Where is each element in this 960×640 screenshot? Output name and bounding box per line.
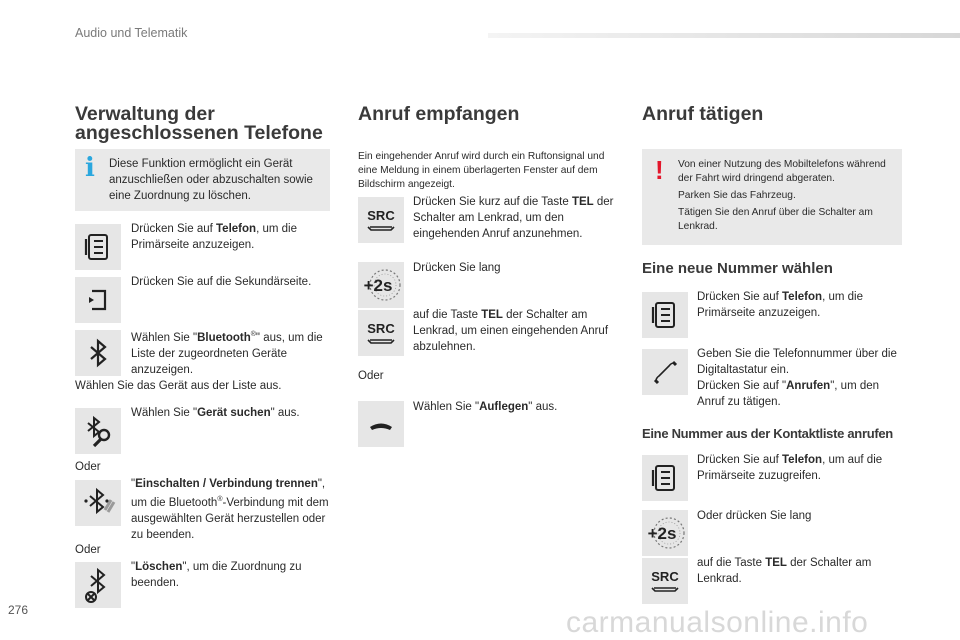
- select-device-text: Wählen Sie das Gerät aus der Liste aus.: [75, 380, 282, 392]
- warning-text-1: Von einer Nutzung des Mobiltelefons während der Fahrt wird dringend abgeraten.: [678, 159, 886, 184]
- info-icon: i: [85, 153, 95, 183]
- phone-icon: [642, 455, 688, 501]
- handset-icon: [642, 349, 688, 395]
- info-text: Diese Funktion ermöglicht ein Gerät anzuschließen oder abzuschalten sowie eine Zuordnung zu löschen.: [109, 158, 313, 202]
- sub2-step2: Oder drücken Sie lang: [697, 510, 812, 522]
- info-note: [75, 149, 330, 211]
- long-press-icon: [642, 510, 688, 556]
- col2-intro: Ein eingehender Anruf wird durch ein Ruftonsignal und eine Meldung in einem überlagerten Fenster auf dem Bildschirm angezeigt.: [358, 151, 605, 190]
- section-header: Audio und Telematik: [75, 26, 188, 40]
- col2-step1: Drücken Sie kurz auf die Taste TEL der Schalter am Lenkrad, um den eingehenden Anruf anzunehmen.: [413, 196, 614, 240]
- col2-step2: Drücken Sie lang: [413, 262, 501, 274]
- sub1-step1: Drücken Sie auf Telefon, um die Primärseite anzuzeigen.: [697, 291, 863, 319]
- sub2-step3: auf die Taste TEL der Schalter am Lenkrad.: [697, 557, 872, 585]
- sub1-title: Eine neue Nummer wählen: [642, 260, 833, 277]
- page-number: 276: [8, 603, 29, 617]
- svg-text:+2s: +2s: [647, 524, 677, 543]
- long-press-icon: [358, 262, 404, 308]
- phone-icon: [642, 292, 688, 338]
- col3-title: Anruf tätigen: [642, 103, 764, 125]
- bluetooth-connect-icon: [75, 480, 121, 526]
- secondary-page-icon: [75, 277, 121, 323]
- search-device-icon: [75, 408, 121, 454]
- col1-step4: Wählen Sie "Gerät suchen" aus.: [131, 407, 300, 419]
- header-bar: [488, 33, 960, 38]
- col2-step4: Wählen Sie "Auflegen" aus.: [413, 401, 558, 413]
- col1-step2: Drücken Sie auf die Sekundärseite.: [131, 276, 312, 288]
- warning-text-3: Tätigen Sie den Anruf über die Schalter am Lenkrad.: [678, 207, 873, 232]
- svg-text:SRC: SRC: [651, 569, 679, 584]
- col1-title-line2: angeschlossenen Telefone: [75, 122, 323, 144]
- svg-text:SRC: SRC: [367, 208, 395, 223]
- bluetooth-icon: [75, 330, 121, 376]
- warning-text-2: Parken Sie das Fahrzeug.: [678, 190, 796, 201]
- warning-note: [642, 149, 902, 245]
- svg-text:+2s: +2s: [363, 276, 393, 295]
- sub1-step2-line2: Drücken Sie auf "Anrufen", um den Anruf zu tätigen.: [697, 380, 880, 408]
- sub2-step1: Drücken Sie auf Telefon, um auf die Primärseite zuzugreifen.: [697, 454, 883, 482]
- oder-label-2: Oder: [75, 544, 101, 556]
- src-button-icon: [358, 197, 404, 243]
- oder-label-1: Oder: [75, 461, 101, 473]
- hang-up-icon: [358, 401, 404, 447]
- col1-title-line1: Verwaltung der: [75, 103, 215, 125]
- oder-label-3: Oder: [358, 370, 384, 382]
- warning-icon: !: [655, 155, 664, 185]
- phone-icon: [75, 224, 121, 270]
- svg-text:SRC: SRC: [367, 321, 395, 336]
- src-button-icon: [642, 558, 688, 604]
- sub2-title: Eine Nummer aus der Kontaktliste anrufen: [642, 426, 893, 441]
- col2-title: Anruf empfangen: [358, 103, 520, 125]
- col2-step3: auf die Taste TEL der Schalter am Lenkrad, um einen eingehenden Anruf abzulehnen.: [413, 309, 609, 353]
- bluetooth-delete-icon: [75, 562, 121, 608]
- col1-step6: "Löschen", um die Zuordnung zu beenden.: [131, 561, 302, 589]
- col1-step3: Wählen Sie "Bluetooth®" aus, um die Liste der zugeordneten Geräte anzuzeigen.: [131, 331, 323, 376]
- watermark: carmanualsonline.info: [566, 606, 869, 639]
- src-button-icon: [358, 310, 404, 356]
- col1-step5: "Einschalten / Verbindung trennen", um die Bluetooth®-Verbindung mit dem ausgewählten Gerät herzustellen oder zu beenden.: [131, 478, 329, 541]
- col1-step1: Drücken Sie auf Telefon, um die Primärseite anzuzeigen.: [131, 223, 297, 251]
- sub1-step2-line1: Geben Sie die Telefonnummer über die Digitaltastatur ein.: [697, 348, 897, 376]
